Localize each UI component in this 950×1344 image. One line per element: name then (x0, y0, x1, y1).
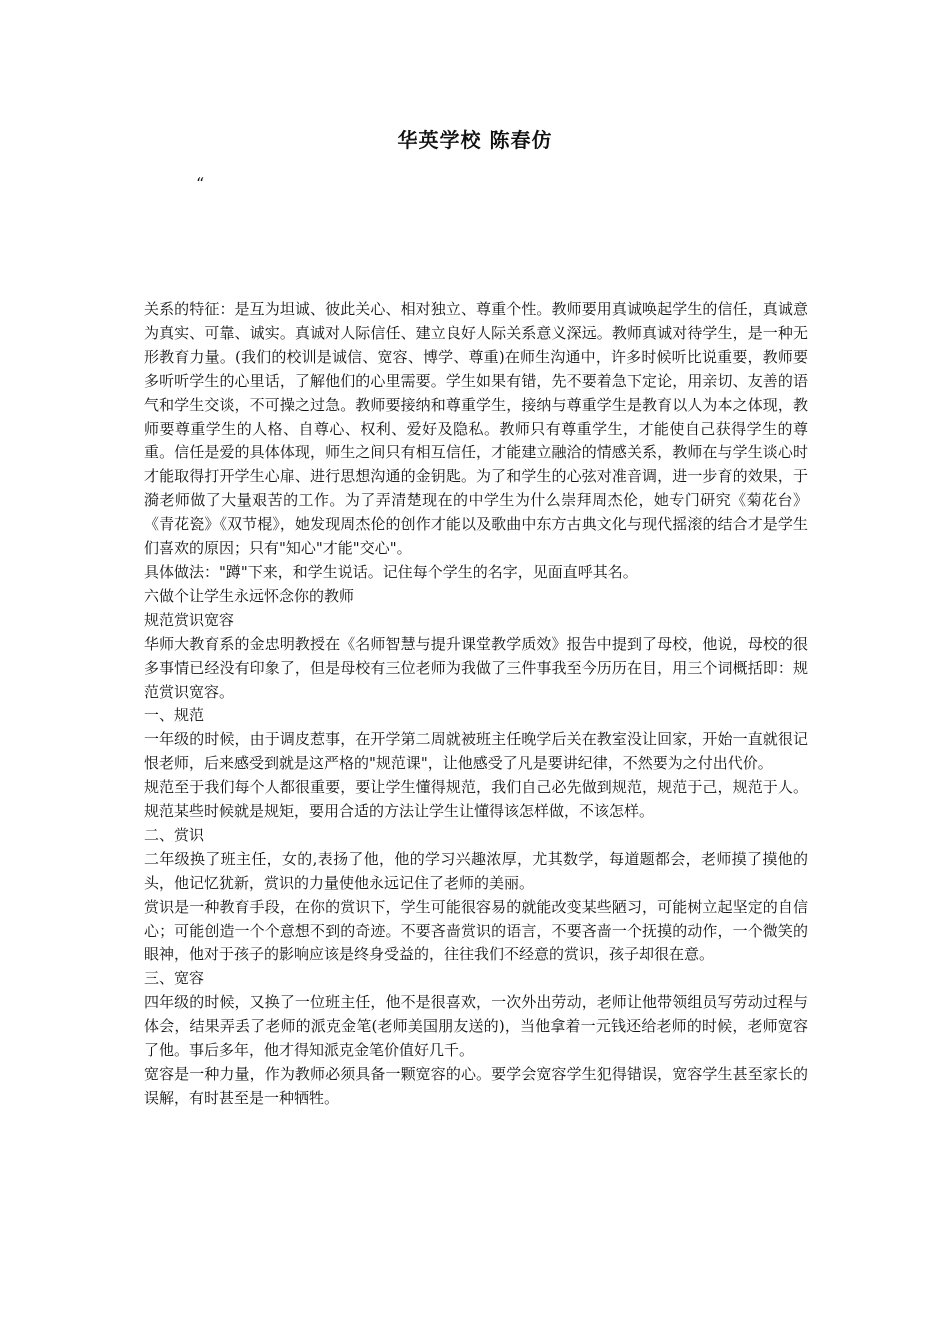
paragraph: 赏识是一种教育手段，在你的赏识下，学生可能很容易的就能改变某些陋习，可能树立起坚定的自信心；可能创造一个个意想不到的奇迹。不要吝啬赏识的语言，不要吝啬一个抚摸的动作，一个微笑的眼神，他对于孩子的影响应该是终身受益的，往往我们不经意的赏识，孩子却很在意。 (144, 897, 808, 964)
paragraph: 宽容是一种力量，作为教师必须具备一颗宽容的心。要学会宽容学生犯得错误，宽容学生甚至家长的误解，有时甚至是一种牺牲。 (144, 1065, 808, 1107)
paragraph: 华师大教育系的金忠明教授在《名师智慧与提升课堂教学质效》报告中提到了母校，他说，母校的很多事情已经没有印象了，但是母校有三位老师为我做了三件事我至今历历在目，用三个词概括即：规范赏识宽容。 (144, 634, 808, 701)
section-heading: 三、宽容 (144, 969, 205, 988)
paragraph: 具体做法："蹲"下来，和学生说话。记住每个学生的名字，见面直呼其名。 (144, 562, 638, 581)
paragraph: 二年级换了班主任，女的,表扬了他，他的学习兴趣浓厚，尤其数学，每道题都会，老师摸了摸他的头，他记忆犹新，赏识的力量使他永远记住了老师的美丽。 (144, 849, 808, 892)
paragraph: 关系的特征：是互为坦诚、彼此关心、相对独立、尊重个性。教师要用真诚唤起学生的信任，真诚意为真实、可靠、诚实。真诚对人际信任、建立良好人际关系意义深远。教师真诚对待学生，是一种无形教育力量。(我们的校训是诚信、宽容、博学、尊重)在师生沟通中，许多时候听比说重要，教师要多听听学生的心里话，了解他们的心里需要。学生如果有错，先不要着急下定论，用亲切、友善的语气和学生交谈，不可操之过急。教师要接纳和尊重学生，接纳与尊重学生是教育以人为本之体现，教师要尊重学生的人格、自尊心、权利、爱好及隐私。教师只有尊重学生，才能使自己获得学生的尊重。信任是爱的具体体现，师生之间只有相互信任，才能建立融洽的情感关系，教师在与学生谈心时才能取得打开学生心扉、进行思想沟通的金钥匙。为了和学生的心弦对准音调，进一步育的效果，于漪老师做了大量艰苦的工作。为了弄清楚现在的中学生为什么崇拜周杰伦，她专门研究《菊花台》《青花瓷》《双节棍》，她发现周杰伦的创作才能以及歌曲中东方古典文化与现代摇滚的结合才是学生们喜欢的原因；只有"知心"才能"交心"。 (144, 300, 808, 558)
document-title: 华英学校 陈春仿 (397, 128, 553, 152)
document-body (144, 298, 808, 1111)
subheading: 规范赏识宽容 (144, 610, 235, 629)
section-heading: 二、赏识 (144, 825, 205, 844)
opening-quote-mark: “ (196, 174, 205, 193)
paragraph: 一年级的时候，由于调皮惹事，在开学第二周就被班主任晚学后关在教室没让回家，开始一直就很记恨老师，后来感受到就是这严格的"规范课"，让他感受了凡是要讲纪律，不然要为之付出代价。 (144, 730, 808, 773)
paragraph: 四年级的时候，又换了一位班主任，他不是很喜欢，一次外出劳动，老师让他带领组员写劳动过程与体会，结果弄丢了老师的派克金笔(老师美国朋友送的)，当他拿着一元钱还给老师的时候，老师宽容了他。事后多年，他才得知派克金笔价值好几千。 (144, 993, 808, 1060)
paragraph: 规范至于我们每个人都很重要，要让学生懂得规范，我们自己必先做到规范，规范于己，规范于人。规范某些时候就是规矩，要用合适的方法让学生让懂得该怎样做，不该怎样。 (144, 778, 808, 821)
section-heading: 一、规范 (144, 706, 205, 725)
section-heading: 六做个让学生永远怀念你的教师 (144, 586, 355, 605)
